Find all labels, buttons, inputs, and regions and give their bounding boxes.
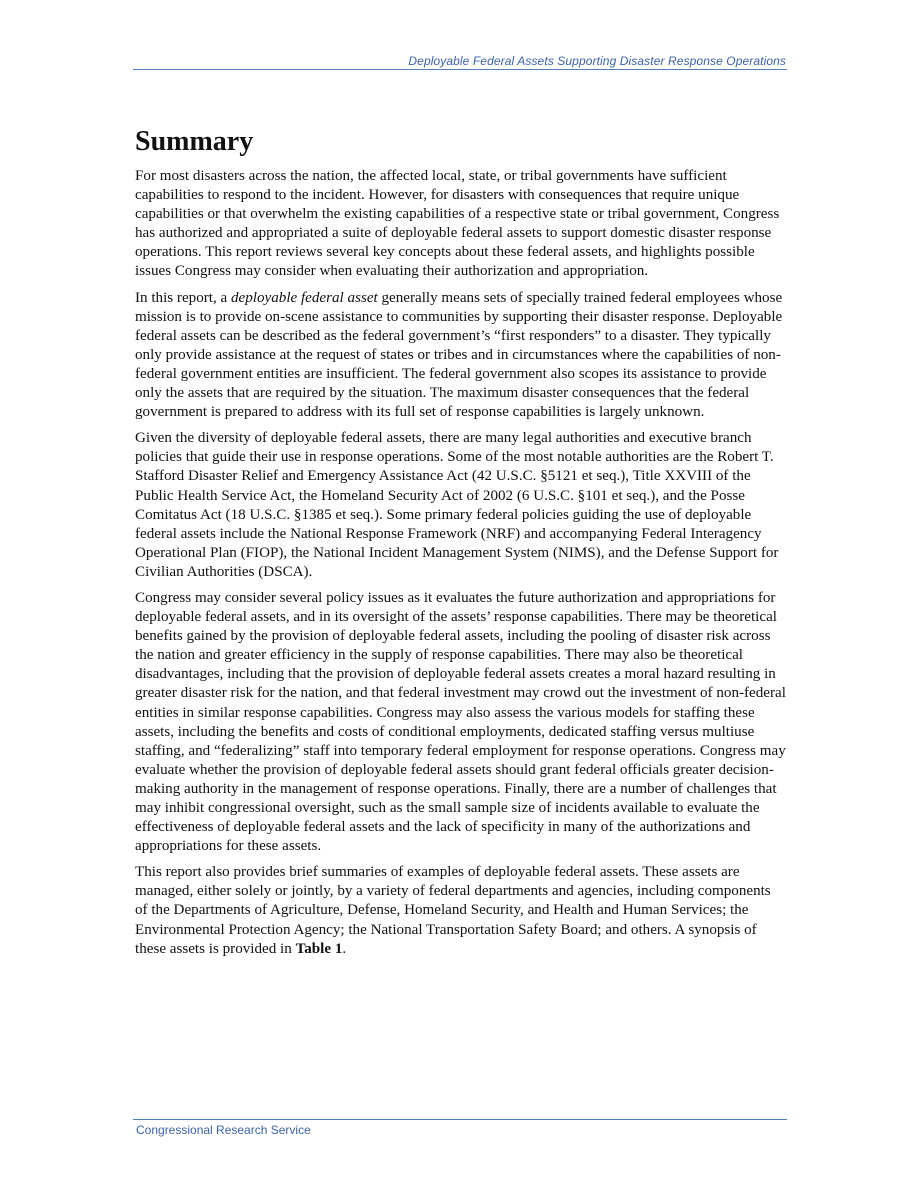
page-content	[135, 124, 787, 966]
paragraph-5-body: This report also provides brief summaries of examples of deployable federal assets. These assets are managed, either solely or jointly, by a variety of federal departments and agencies, including components of the Departments of Agriculture, Defense, Homeland Security, and Health and Human Services; the Environmental Protection Agency; the National Transportation Safety Board; and others. A synopsis of these assets is provided in	[135, 864, 771, 957]
summary-paragraph-3: Given the diversity of deployable federal assets, there are many legal authorities and executive branch policies that guide their use in response operations. Some of the most notable authorities are the Robert T. Stafford Disaster Relief and Emergency Assistance Act (42 U.S.C. §5121 et seq.), Title XXVIII of the Public Health Service Act, the Homeland Security Act of 2002 (6 U.S.C. §101 et seq.), and the Posse Comitatus Act (18 U.S.C. §1385 et seq.). Some primary federal policies guiding the use of deployable federal assets include the National Response Framework (NRF) and accompanying Federal Interagency Operational Plan (FIOP), the National Incident Management System (NIMS), and the Defense Support for Civilian Authorities (DSCA).	[135, 430, 779, 580]
summary-paragraph-2	[135, 289, 787, 423]
summary-paragraph-1: For most disasters across the nation, the affected local, state, or tribal governments have sufficient capabilities to respond to the incident. However, for disasters with consequences that require unique capabilities or that overwhelm the existing capabilities of a respective state or tribal government, Congress has authorized and appropriated a suite of deployable federal assets to support domestic disaster response operations. This report reviews several key concepts about these federal assets, and highlights possible issues Congress may consider when evaluating their authorization and appropriation.	[135, 168, 780, 280]
table-reference: Table 1	[295, 940, 343, 957]
defined-term: deployable federal asset	[231, 289, 378, 306]
running-header: Deployable Federal Assets Supporting Disaster Response Operations	[408, 54, 786, 68]
footer-rule	[133, 1119, 787, 1120]
paragraph-2-body: generally means sets of specially trained federal employees whose mission is to provide on-scene assistance to communities by supporting their disaster response. Deployable federal assets can be described as the federal government’s “first responders” to a disaster. They typically only provide assistance at the request of states or tribes and in circumstances where the capabilities of non-federal government entities are insufficient. The federal government also scopes its assistance to provide only the assets that are required by the situation. The maximum disaster consequences that the federal government is prepared to address with its full set of response capabilities is largely unknown.	[135, 289, 783, 421]
header-rule	[133, 69, 787, 70]
section-title: Summary	[135, 126, 254, 157]
summary-paragraph-5	[135, 863, 787, 958]
summary-paragraph-4: Congress may consider several policy issues as it evaluates the future authorization and appropriations for deployable federal assets, and in its oversight of the assets’ response capabilities. There may be theoretical benefits gained by the provision of deployable federal assets, including the pooling of disaster risk across the nation and greater efficiency in the supply of response capabilities. There may also be theoretical disadvantages, including that the provision of deployable federal assets creates a moral hazard resulting in greater disaster risk for the nation, and that federal investment may crowd out the investment of non-federal entities in similar response capabilities. Congress may also assess the various models for staffing these assets, including the benefits and costs of conditional employments, dedicated staffing versus multiuse staffing, and “federalizing” staff into temporary federal employment for response operations. Congress may evaluate whether the provision of deployable federal assets should grant federal officials greater decision-making authority in the management of response operations. Finally, there are a number of challenges that may inhibit congressional oversight, such as the small sample size of incidents available to evaluate the effectiveness of deployable federal assets and the lack of specificity in many of the authorizations and appropriations for these assets.	[135, 589, 786, 855]
footer-publisher: Congressional Research Service	[136, 1123, 311, 1137]
paragraph-5-end: .	[342, 940, 347, 957]
paragraph-2-intro: In this report, a	[135, 289, 231, 306]
